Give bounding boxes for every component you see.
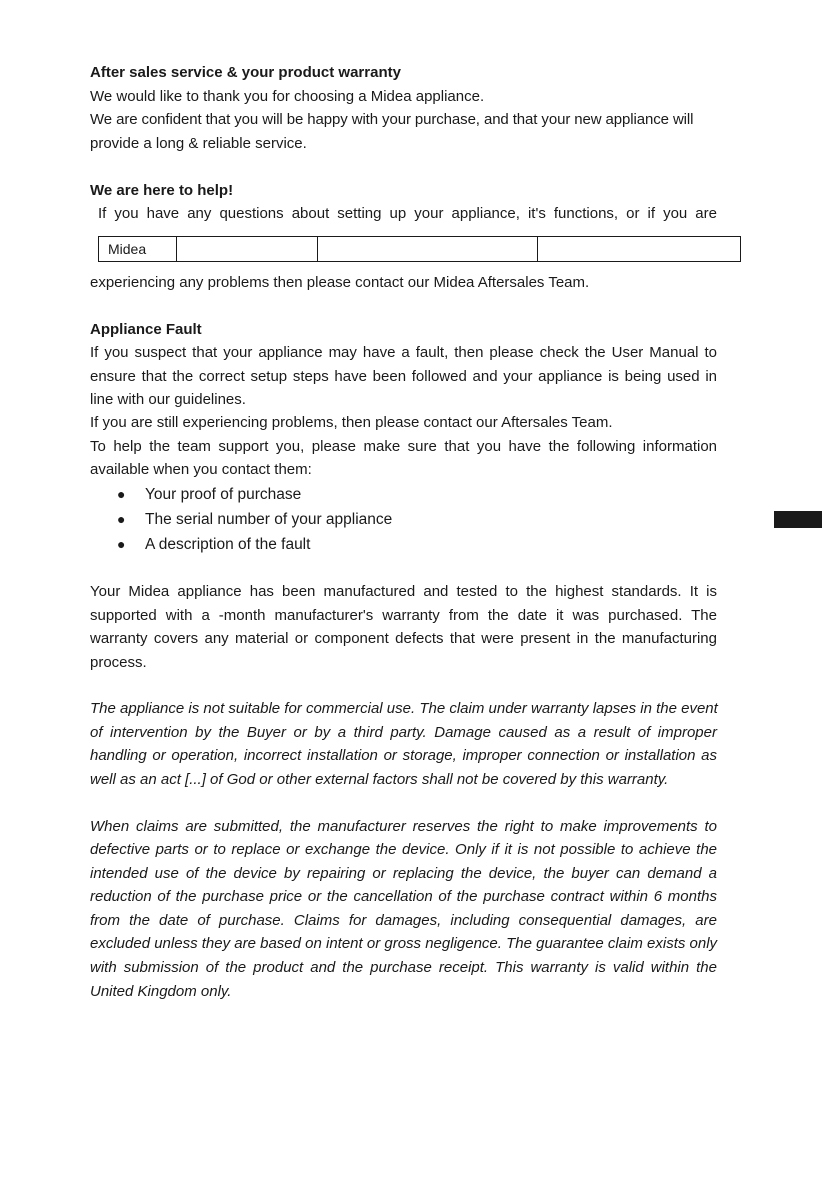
- contact-cell-4: [538, 237, 741, 262]
- disclaimer2-line-1: When claims are submitted, the manufacturer reserves the right to make improvements to: [90, 818, 717, 835]
- intro-heading: After sales service & your product warranty: [90, 64, 401, 81]
- contact-cell-2: [177, 237, 318, 262]
- help-line-1: If you have any questions about setting up your appliance, it's functions, or if you are: [98, 205, 717, 222]
- intro-line-1: We would like to thank you for choosing a Midea appliance.: [90, 88, 485, 105]
- warranty-line-2: supported with a -month manufacturer's warranty from the date it was purchased. The: [90, 607, 717, 624]
- fault-line-2: ensure that the correct setup steps have been followed and your appliance is being used in: [90, 368, 717, 385]
- bullet-item: A description of the fault: [145, 536, 311, 553]
- disclaimer2-line-2: defective parts or to replace or exchange the device. Only if it is not possible to achieve the: [90, 841, 717, 858]
- disclaimer1-line-1: The appliance is not suitable for commercial use. The claim under warranty lapses in the event: [90, 700, 718, 717]
- disclaimer2-line-8: United Kingdom only.: [90, 983, 232, 1000]
- bullet-item: The serial number of your appliance: [145, 511, 393, 528]
- disclaimer1-line-4: well as an act [...] of God or other external factors shall not be covered by this warranty.: [90, 771, 669, 788]
- fault-line-5: To help the team support you, please make sure that you have the following information: [90, 438, 717, 455]
- warranty-line-1: Your Midea appliance has been manufactured and tested to the highest standards. It is: [90, 583, 717, 600]
- disclaimer2-line-6: excluded unless they are based on intent or gross negligence. The guarantee claim exists only: [90, 935, 718, 952]
- bullet-icon: ●: [117, 511, 126, 527]
- contact-cell-3: [318, 237, 538, 262]
- disclaimer2-line-7: with submission of the product and the purchase receipt. This warranty is valid within the: [90, 959, 717, 976]
- fault-line-1: If you suspect that your appliance may have a fault, then please check the User Manual to: [90, 344, 717, 361]
- warranty-line-3: warranty covers any material or component defects that were present in the manufacturing: [90, 630, 717, 647]
- contact-cell-brand: Midea: [99, 237, 177, 262]
- page-edge-tab: [774, 511, 822, 528]
- contact-table-row: [99, 237, 741, 262]
- intro-line-2: We are confident that you will be happy with your purchase, and that your new appliance will: [90, 111, 694, 128]
- bullet-icon: ●: [117, 486, 126, 502]
- help-line-2: experiencing any problems then please contact our Midea Aftersales Team.: [90, 274, 590, 291]
- fault-heading: Appliance Fault: [90, 321, 202, 338]
- contact-table: [98, 236, 741, 262]
- disclaimer1-line-2: of intervention by the Buyer or by a third party. Damage caused as a result of improper: [90, 724, 717, 741]
- fault-line-3: line with our guidelines.: [90, 391, 246, 408]
- warranty-line-4: process.: [90, 654, 147, 671]
- disclaimer2-line-5: from the date of purchase. Claims for damages, including consequential damages, are: [90, 912, 717, 929]
- fault-line-4: If you are still experiencing problems, then please contact our Aftersales Team.: [90, 414, 613, 431]
- help-heading: We are here to help!: [90, 182, 234, 199]
- disclaimer2-line-3: intended use of the device by repairing or replacing the device, the buyer can demand a: [90, 865, 717, 882]
- disclaimer1-line-3: handling or operation, incorrect installation or storage, improper connection or installation as: [90, 747, 717, 764]
- bullet-icon: ●: [117, 536, 126, 552]
- fault-line-6: available when you contact them:: [90, 461, 312, 478]
- bullet-item: Your proof of purchase: [145, 486, 302, 503]
- intro-line-3: provide a long & reliable service.: [90, 135, 307, 152]
- disclaimer2-line-4: reduction of the purchase price or the cancellation of the purchase contract within 6 months: [90, 888, 717, 905]
